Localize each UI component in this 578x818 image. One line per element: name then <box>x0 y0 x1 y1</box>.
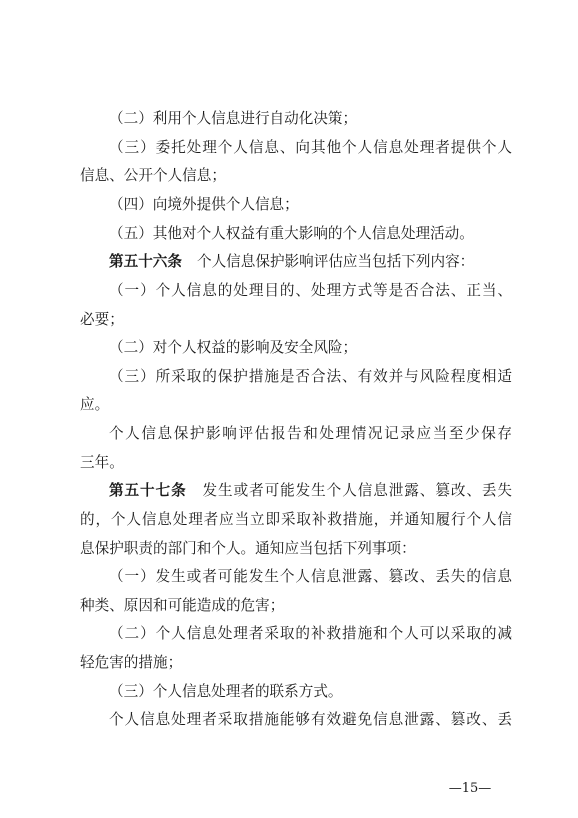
text-line-18: 种类、原因和可能造成的危害； <box>80 597 285 614</box>
text-line-22: 个人信息处理者采取措施能够有效避免信息泄露、篡改、丢 <box>109 711 512 728</box>
text-line-12: 个人信息保护影响评估报告和处理情况记录应当至少保存 <box>109 425 512 442</box>
text-line-5: （五）其他对个人权益有重大影响的个人信息处理活动。 <box>109 225 474 242</box>
article-56-title: 第五十六条 <box>109 253 182 270</box>
article-57-title: 第五十七条 <box>109 482 187 499</box>
text-line-15: 的，个人信息处理者应当立即采取补救措施，并通知履行个人信 <box>80 511 512 528</box>
text-line-19: （二）个人信息处理者采取的补救措施和个人可以采取的减 <box>109 625 512 642</box>
article-56-line <box>80 250 512 274</box>
text-line-20: 轻危害的措施； <box>80 654 183 671</box>
text-line-13: 三年。 <box>80 454 124 471</box>
text-line-21: （三）个人信息处理者的联系方式。 <box>109 683 343 700</box>
text-line-16: 息保护职责的部门和个人。通知应当包括下列事项： <box>80 540 416 557</box>
text-line-11: 应。 <box>80 396 110 413</box>
article-56-text: 个人信息保护影响评估应当包括下列内容： <box>196 253 475 270</box>
text-line-9: （二）对个人权益的影响及安全风险； <box>109 339 358 356</box>
text-line-3: 信息、公开个人信息； <box>80 167 226 184</box>
text-line-1: （二）利用个人信息进行自动化决策； <box>109 110 358 127</box>
text-line-10: （三）所采取的保护措施是否合法、有效并与风险程度相适 <box>109 368 512 385</box>
text-line-17: （一）发生或者可能发生个人信息泄露、篡改、丢失的信息 <box>109 568 512 585</box>
text-line-2: （三）委托处理个人信息、向其他个人信息处理者提供个人 <box>109 139 512 156</box>
text-line-7: （一）个人信息的处理目的、处理方式等是否合法、正当、 <box>109 282 512 299</box>
text-line-8: 必要； <box>80 311 124 328</box>
text-line-4: （四）向境外提供个人信息； <box>109 196 299 213</box>
article-57-line <box>80 479 512 503</box>
article-57-text: 发生或者可能发生个人信息泄露、篡改、丢失 <box>201 482 512 499</box>
page-number: —15— <box>448 781 492 796</box>
